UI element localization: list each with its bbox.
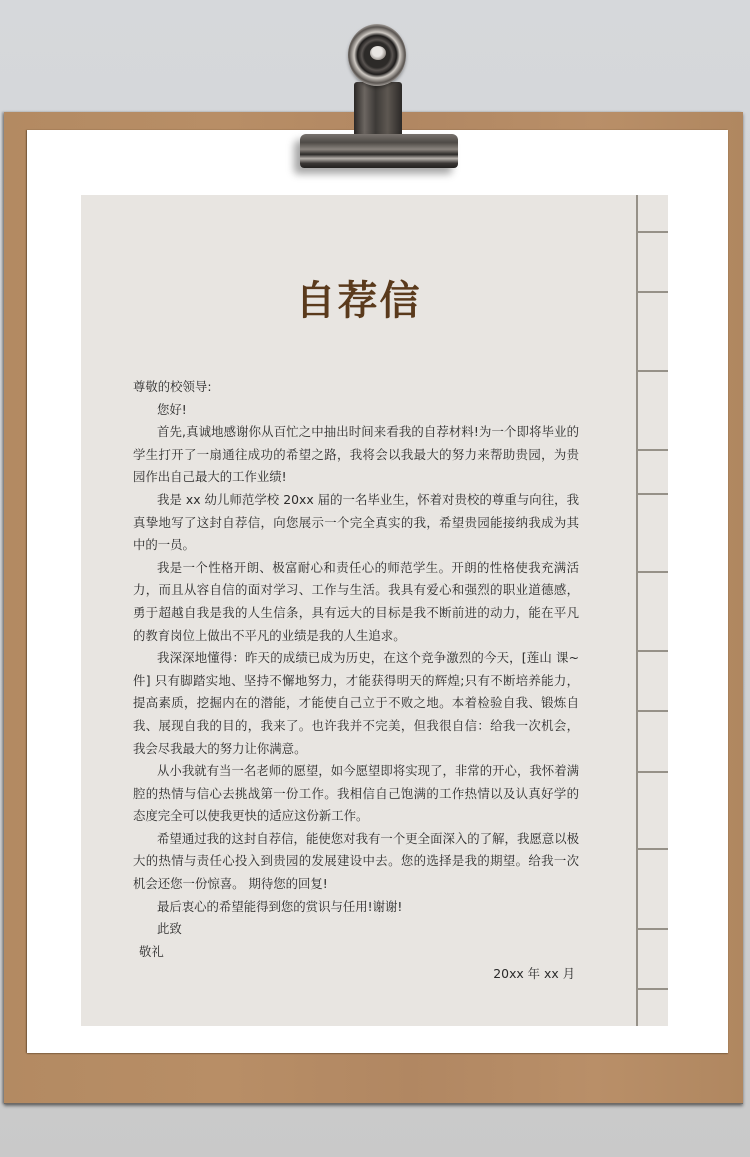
- margin-tick: [638, 928, 668, 930]
- margin-tick: [638, 771, 668, 773]
- margin-tick: [638, 493, 668, 495]
- margin-rule-line: [636, 195, 638, 1026]
- margin-tick: [638, 571, 668, 573]
- letter-date: 20xx 年 xx 月: [493, 966, 575, 982]
- paragraph: 希望通过我的这封自荐信，能使您对我有一个更全面深入的了解，我愿意以极大的热情与责任心投入到贵园的发展建设中去。您的选择是我的期望。给我一次机会还您一份惊喜。 期待您的回复!: [133, 830, 579, 892]
- paragraph: 我是 xx 幼儿师范学校 20xx 届的一名毕业生，怀着对贵校的尊重与向往，我真挚地写了这封自荐信，向您展示一个完全真实的我，希望贵园能接纳我成为其中的一员。: [133, 491, 579, 553]
- margin-tick: [638, 988, 668, 990]
- binder-clip-icon: [296, 24, 462, 170]
- clip-hole: [370, 46, 386, 60]
- margin-tick: [638, 449, 668, 451]
- document-title: 自荐信: [295, 278, 422, 324]
- paragraph: 我是一个性格开朗、极富耐心和责任心的师范学生。开朗的性格使我充满活力，而且从容自信的面对学习、工作与生活。我具有爱心和强烈的职业道德感，勇于超越自我是我的人生信条，具有远大的目标是我不断前进的动力，能在平凡的教育岗位上做出不平凡的业绩是我的人生追求。: [133, 559, 579, 643]
- margin-tick: [638, 370, 668, 372]
- closing-line-2: 敬礼: [139, 943, 164, 959]
- paragraph: 最后衷心的希望能得到您的赏识与任用!谢谢!: [157, 898, 403, 914]
- paragraph: 从小我就有当一名老师的愿望，如今愿望即将实现了，非常的开心，我怀着满腔的热情与信心去挑战第一份工作。我相信自己饱满的工作热情以及认真好学的态度完全可以使我更快的适应这份新工作。: [133, 763, 579, 824]
- margin-tick: [638, 848, 668, 850]
- margin-tick: [638, 231, 668, 233]
- clip-stem: [354, 82, 402, 140]
- margin-tick: [638, 650, 668, 652]
- closing-line-1: 此致: [157, 921, 182, 937]
- letter-body: [133, 376, 579, 986]
- paragraph: 首先,真诚地感谢你从百忙之中抽出时间来看我的自荐材料!为一个即将毕业的学生打开了一扇通往成功的希望之路，我将会以我最大的努力来帮助贵园，为贵园作出自己最大的工作业绩!: [133, 424, 579, 485]
- clip-base: [300, 134, 458, 168]
- paragraph: 我深深地懂得：昨天的成绩已成为历史，在这个竞争激烈的今天，[莲山 课~件] 只有脚踏实地、坚持不懈地努力，才能获得明天的辉煌;只有不断培养能力，提高素质，挖掘内在的潜能，才能使自己立于不败之地。本着检验自我、锻炼自我、展现自我的目的，我来了。也许我并不完美，但我很自信：给我一次机会，我会尽我最大的努力让你满意。: [133, 650, 579, 756]
- greeting: 尊敬的校领导:: [133, 379, 212, 394]
- margin-tick: [638, 710, 668, 712]
- salutation: 您好!: [157, 401, 187, 417]
- margin-tick: [638, 291, 668, 293]
